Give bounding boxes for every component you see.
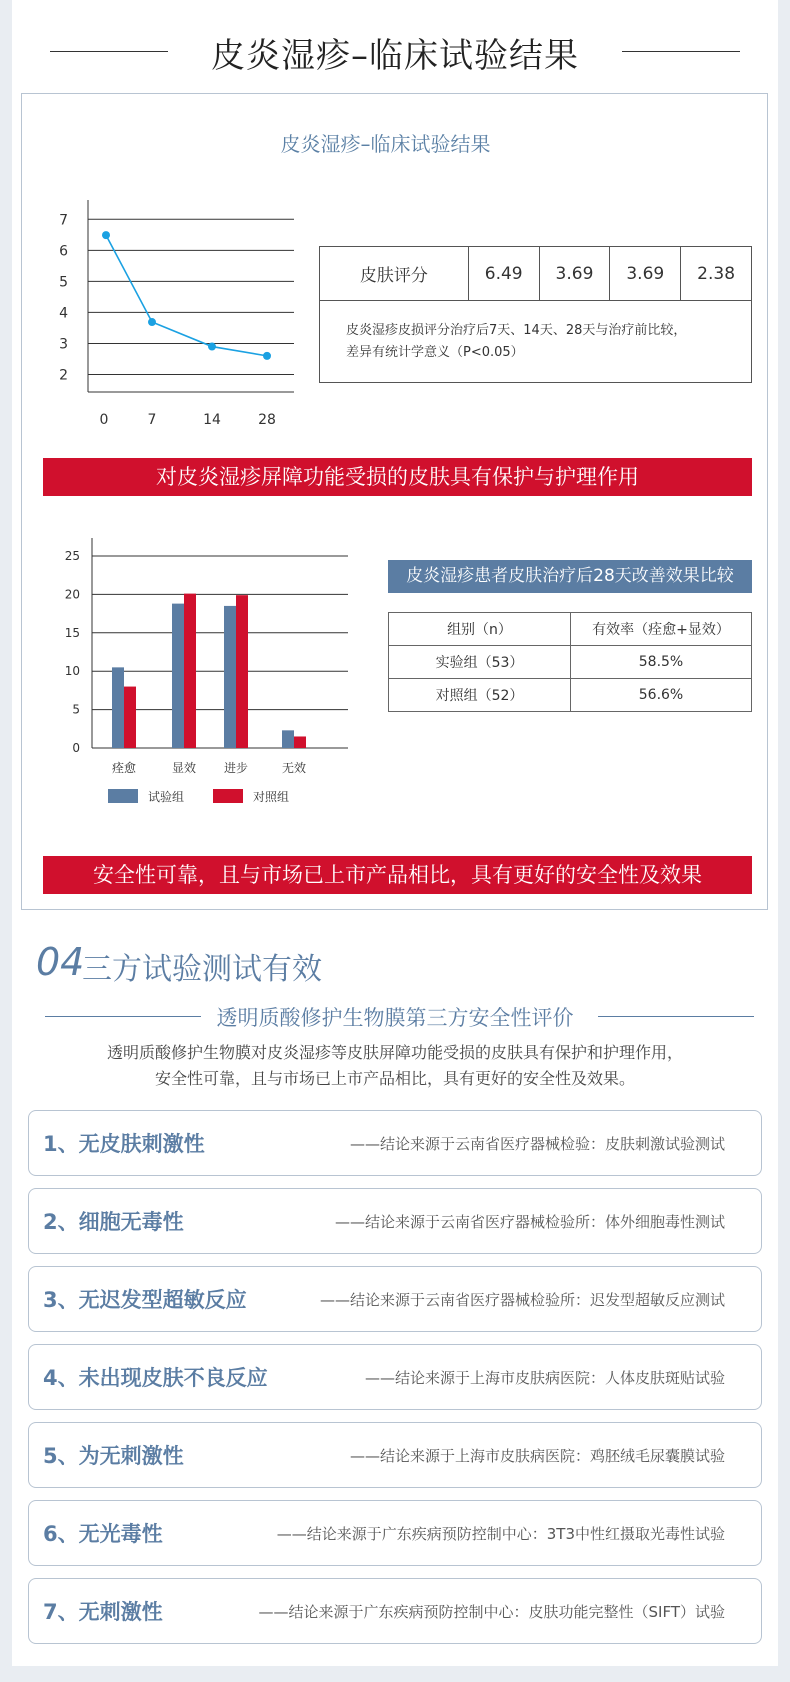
- table-row: [389, 646, 752, 679]
- x-tick-label: 显效: [171, 761, 197, 775]
- item-title: 6、无光毒性: [43, 1522, 163, 1546]
- description-line2: 安全性可靠，且与市场已上市产品相比，具有更好的安全性及效果。: [154, 1069, 635, 1088]
- y-tick-label: 7: [59, 212, 68, 229]
- group-cell: 实验组（53）: [389, 646, 571, 679]
- item-source: ——结论来源于广东疾病预防控制中心：3T3中性红摄取光毒性试验: [276, 1525, 725, 1543]
- list-item: [28, 1266, 762, 1332]
- item-source: ——结论来源于上海市皮肤病医院：人体皮肤斑贴试验: [364, 1369, 725, 1387]
- safety-banner: 安全性可靠，且与市场已上市产品相比，具有更好的安全性及效果: [43, 856, 752, 894]
- legend-swatch: [213, 789, 243, 803]
- comparison-header: 组别（n）: [389, 613, 571, 646]
- list-item: [28, 1578, 762, 1644]
- item-title: 4、未出现皮肤不良反应: [43, 1366, 268, 1390]
- bar: [184, 594, 196, 748]
- list-item: [28, 1110, 762, 1176]
- x-tick-label: 28: [258, 412, 276, 428]
- y-tick-label: 15: [64, 625, 80, 640]
- list-item: [28, 1422, 762, 1488]
- x-tick-label: 14: [203, 412, 221, 428]
- item-source: ——结论来源于广东疾病预防控制中心：皮肤功能完整性（SIFT）试验: [258, 1603, 725, 1621]
- list-item: [28, 1500, 762, 1566]
- item-source: ——结论来源于上海市皮肤病医院：鸡胚绒毛尿囊膜试验: [349, 1447, 725, 1465]
- series-line: [106, 235, 267, 356]
- y-tick-label: 2: [59, 367, 68, 384]
- page: [12, 0, 778, 1666]
- score-value: 3.69: [539, 247, 610, 301]
- item-source: ——结论来源于云南省医疗器械检验所：迟发型超敏反应测试: [319, 1291, 725, 1309]
- section-description: [12, 1040, 778, 1092]
- score-value: 2.38: [681, 247, 752, 301]
- score-note-row: [320, 301, 752, 383]
- rate-cell: 58.5%: [571, 646, 752, 679]
- section-number: 04: [36, 940, 85, 984]
- clinical-title: 皮炎湿疹–临床试验结果: [280, 132, 491, 156]
- score-note-line2: 差异有统计学意义（P<0.05）: [346, 344, 524, 360]
- item-title: 2、细胞无毒性: [43, 1210, 184, 1234]
- list-item: [28, 1188, 762, 1254]
- section-subtitle: 透明质酸修护生物膜第三方安全性评价: [216, 1006, 574, 1030]
- table-row: [389, 679, 752, 712]
- bar: [236, 595, 248, 748]
- item-title: 5、为无刺激性: [43, 1444, 184, 1468]
- y-tick-label: 10: [64, 664, 80, 679]
- score-value: 6.49: [468, 247, 539, 301]
- x-tick-label: 痊愈: [111, 761, 137, 775]
- comparison-header: 有效率（痊愈+显效）: [571, 613, 752, 646]
- y-tick-label: 4: [59, 305, 68, 322]
- skin-score-line-chart: [52, 190, 302, 440]
- score-value: 3.69: [610, 247, 681, 301]
- data-point: [102, 231, 110, 239]
- x-tick-label: 0: [99, 412, 109, 428]
- comparison-title: 皮炎湿疹患者皮肤治疗后28天改善效果比较: [388, 560, 752, 593]
- comparison-header-row: [389, 613, 752, 646]
- y-tick-label: 3: [59, 336, 68, 353]
- y-tick-label: 5: [72, 702, 80, 717]
- bar: [224, 606, 236, 748]
- efficacy-bar-chart: [48, 530, 368, 820]
- y-tick-label: 0: [72, 741, 80, 755]
- bar: [124, 687, 136, 748]
- legend-label: 对照组: [253, 790, 290, 804]
- group-cell: 对照组（52）: [389, 679, 571, 712]
- x-tick-label: 进步: [223, 761, 249, 775]
- y-tick-label: 6: [59, 243, 68, 260]
- item-source: ——结论来源于云南省医疗器械检验：皮肤刺激试验测试: [349, 1135, 725, 1153]
- bar: [294, 736, 306, 748]
- legend-swatch: [108, 789, 138, 803]
- y-tick-label: 20: [64, 587, 80, 602]
- score-note-line1: 皮炎湿疹皮损评分治疗后7天、14天、28天与治疗前比较，: [346, 322, 687, 338]
- y-tick-label: 25: [64, 549, 80, 563]
- item-title: 3、无迟发型超敏反应: [43, 1288, 247, 1312]
- x-tick-label: 无效: [281, 761, 307, 775]
- list-item: [28, 1344, 762, 1410]
- score-note: [320, 301, 752, 383]
- score-row: [320, 247, 752, 301]
- description-line1: 透明质酸修护生物膜对皮炎湿疹等皮肤屏障功能受损的皮肤具有保护和护理作用，: [106, 1043, 683, 1062]
- bar: [172, 604, 184, 748]
- item-title: 1、无皮肤刺激性: [43, 1132, 205, 1156]
- item-title: 7、无刺激性: [43, 1600, 163, 1624]
- section-title: 三方试验测试有效: [82, 952, 322, 987]
- protection-banner: 对皮炎湿疹屏障功能受损的皮肤具有保护与护理作用: [43, 458, 752, 496]
- item-source: ——结论来源于云南省医疗器械检验所：体外细胞毒性测试: [334, 1213, 725, 1231]
- data-point: [148, 318, 156, 326]
- y-tick-label: 5: [59, 274, 68, 291]
- legend-label: 试验组: [148, 790, 185, 804]
- data-point: [208, 343, 216, 351]
- data-point: [263, 352, 271, 360]
- skin-score-table: [319, 246, 752, 383]
- page-title: 皮炎湿疹–临床试验结果: [211, 36, 579, 76]
- comparison-table: [388, 612, 752, 712]
- bar: [282, 730, 294, 748]
- rate-cell: 56.6%: [571, 679, 752, 712]
- score-label: 皮肤评分: [320, 247, 469, 301]
- x-tick-label: 7: [147, 412, 157, 428]
- bar: [112, 667, 124, 748]
